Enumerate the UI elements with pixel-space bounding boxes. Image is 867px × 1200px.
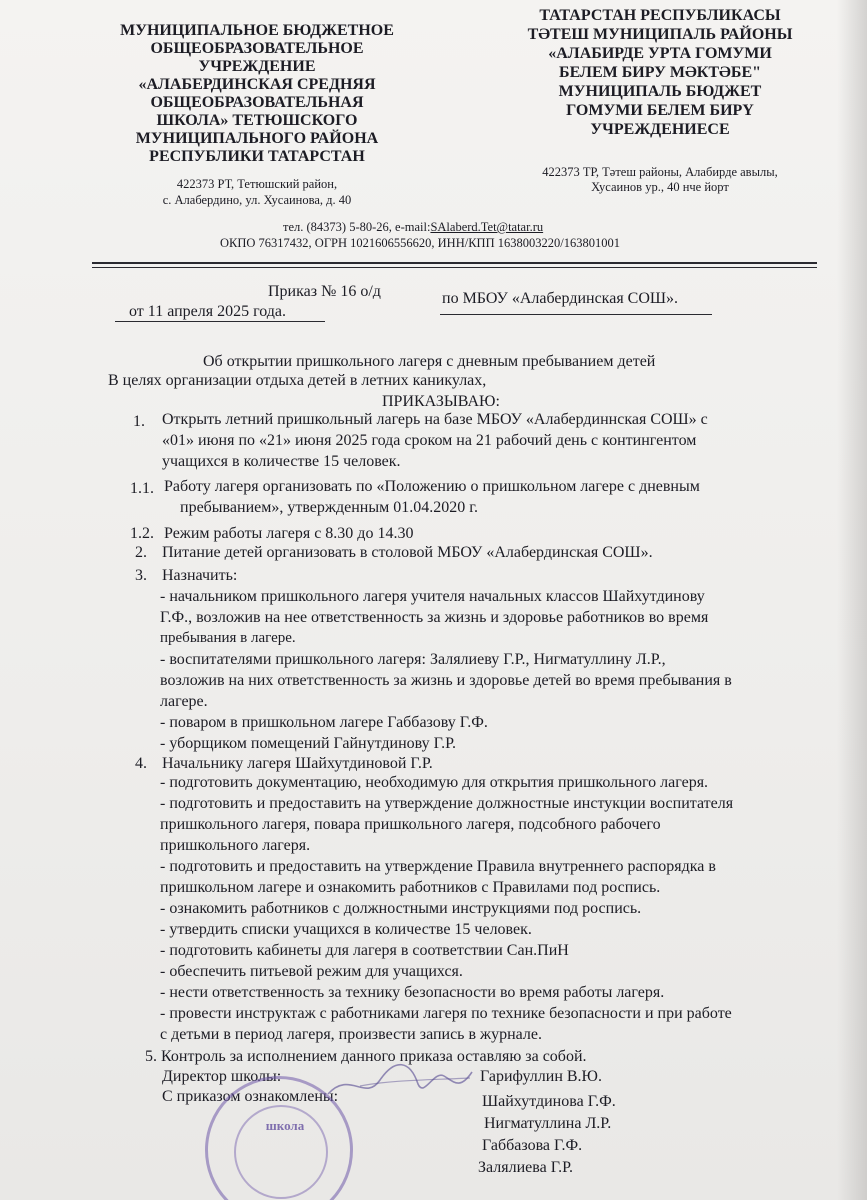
- item-line: - подготовить документацию, необходимую для открытия пришкольного лагеря.: [160, 774, 709, 791]
- item-line: Открыть летний пришкольный лагерь на базе МБОУ «Алабердиннская СОШ» с: [162, 411, 708, 428]
- page-shadow: [837, 0, 867, 1200]
- header-right-line: ГОМУМИ БЕЛЕМ БИРҮ: [566, 102, 754, 119]
- contacts-line: [283, 220, 543, 235]
- item-line: пришкольного лагеря.: [160, 837, 311, 854]
- item-number: 2.: [135, 544, 147, 561]
- address-line: 422373 ТР, Тәтеш районы, Алабирде авылы,: [542, 165, 778, 179]
- header-left-line: МУНИЦИПАЛЬНОЕ БЮДЖЕТНОЕ: [120, 22, 394, 39]
- intro-text: В целях организации отдыха детей в летних каникулах,: [108, 372, 487, 389]
- header-left-line: РЕСПУБЛИКИ ТАТАРСТАН: [149, 148, 365, 165]
- order-number: Приказ № 16 о/д: [268, 283, 381, 300]
- phone-text: тел. (84373) 5-80-26, e-mail:: [283, 220, 431, 234]
- item-line: - подготовить и предоставить на утверждение Правила внутреннего распорядка в: [160, 858, 716, 875]
- order-date: от 11 апреля 2025 года.: [115, 303, 325, 322]
- item-line: Г.Ф., возложив на нее ответственность за жизнь и здоровье работников во время: [160, 609, 709, 626]
- item-line: пребыванием», утвержденным 01.04.2020 г.: [180, 499, 478, 516]
- item-1-2: Режим работы лагеря с 8.30 до 14.30: [164, 525, 414, 542]
- document-title: Об открытии пришкольного лагеря с дневным пребыванием детей: [203, 353, 656, 370]
- acquainted-name: Нигматуллина Л.Р.: [484, 1115, 612, 1132]
- header-divider: [92, 262, 817, 264]
- item-line: пришкольном лагере и ознакомить работников с Правилами под роспись.: [160, 879, 661, 896]
- header-right-line: БЕЛЕМ БИРУ МӘКТӘБЕ": [558, 64, 762, 81]
- item-number: 1.2.: [130, 525, 154, 542]
- acquainted-name: Габбазова Г.Ф.: [482, 1137, 583, 1154]
- acquainted-name: Шайхутдинова Г.Ф.: [482, 1093, 616, 1110]
- item-number: 3.: [135, 567, 147, 584]
- item-line: - провести инструктаж с работниками лагеря по технике безопасности и при работе: [160, 1005, 732, 1022]
- header-right-line: МУНИЦИПАЛЬ БЮДЖЕТ: [558, 83, 762, 100]
- item-5: 5. Контроль за исполнением данного приказа оставляю за собой.: [145, 1048, 587, 1065]
- order-organization: по МБОУ «Алабердинская СОШ».: [442, 290, 679, 307]
- item-line: Работу лагеря организовать по «Положению о пришкольном лагере с дневным: [164, 478, 700, 495]
- address-line: 422373 РТ, Тетюшский район,: [176, 177, 338, 191]
- item-2: Питание детей организовать в столовой МБОУ «Алабердинская СОШ».: [162, 544, 653, 561]
- item-line: - утвердить списки учащихся в количестве 15 человек.: [160, 921, 532, 938]
- item-line: - подготовить и предоставить на утверждение должностные инстукции воспитателя: [160, 795, 734, 812]
- email-link[interactable]: SAlaberd.Tet@tatar.ru: [430, 220, 544, 234]
- item-1-1: [164, 476, 824, 518]
- registration-codes: ОКПО 76317432, ОГРН 1021606556620, ИНН/КПП 1638003220/163801001: [220, 236, 620, 250]
- item-line: - поваром в пришкольном лагере Габбазову Г.Ф.: [160, 714, 488, 731]
- item-line: - начальником пришкольного лагеря учителя начальных классов Шайхутдинову: [160, 588, 705, 605]
- address-line: с. Алабердино, ул. Хусаинова, д. 40: [162, 193, 352, 207]
- stamp-word: школа: [265, 1118, 305, 1133]
- item-3: Назначить:: [162, 567, 238, 584]
- item-line: - подготовить кабинеты для лагеря в соответствии Сан.ПиН: [160, 942, 569, 959]
- item-4: Начальнику лагеря Шайхутдиновой Г.Р.: [162, 755, 433, 772]
- header-right-line: ТАТАРСТАН РЕСПУБЛИКАСЫ: [539, 7, 781, 24]
- header-left-line: ШКОЛА» ТЕТЮШСКОГО: [156, 112, 358, 129]
- director-signature: [320, 1050, 480, 1110]
- item-number: 1.: [133, 413, 145, 430]
- header-right-line: УЧРЕЖДЕНИЕСЕ: [590, 121, 730, 138]
- item-3-details: [160, 586, 830, 754]
- item-line: учащихся в количестве 15 человек.: [162, 453, 401, 470]
- header-right-line: ТӘТЕШ МУНИЦИПАЛЬ РАЙОНЫ: [527, 26, 793, 43]
- item-line: возложив на них ответственность за жизнь и здоровье детей во время пребывания в: [160, 672, 732, 689]
- item-number: 1.1.: [130, 480, 154, 497]
- item-line: - воспитателями пришкольного лагеря: Залялиеву Г.Р., Нигматуллину Л.Р.,: [160, 651, 666, 668]
- header-left-line: МУНИЦИПАЛЬНОГО РАЙОНА: [135, 130, 379, 147]
- header-left-line: ОБЩЕОБРАЗОВАТЕЛЬНАЯ: [150, 94, 364, 111]
- header-left-line: УЧРЕЖДЕНИЕ: [198, 58, 316, 75]
- item-line: - нести ответственность за технику безопасности во время работы лагеря.: [160, 984, 665, 1001]
- address-line: Хусаинов ур., 40 нче йорт: [591, 180, 729, 194]
- item-4-details: [160, 772, 840, 1045]
- item-number: 4.: [135, 755, 147, 772]
- header-divider-thin: [92, 267, 817, 268]
- acquainted-name: Залялиева Г.Р.: [478, 1159, 574, 1176]
- item-line: с детьми в период лагеря, произвести запись в журнале.: [160, 1026, 542, 1043]
- header-left-address: [92, 176, 422, 208]
- item-1: [162, 409, 822, 472]
- director-label: Директор школы:: [162, 1068, 282, 1085]
- header-left-line: ОБЩЕОБРАЗОВАТЕЛЬНОЕ: [150, 40, 364, 57]
- header-right-address: [500, 165, 820, 195]
- item-line: пребывания в лагере.: [160, 630, 296, 646]
- stamp-text: [252, 1119, 318, 1133]
- director-name: Гарифуллин В.Ю.: [480, 1068, 602, 1085]
- header-right-line: «АЛАБИРДЕ УРТА ГОМУМИ: [548, 45, 772, 62]
- header-right: [500, 6, 820, 195]
- item-line: пришкольного лагеря, повара пришкольного лагеря, подсобного рабочего: [160, 816, 661, 833]
- header-left-line: «АЛАБЕРДИНСКАЯ СРЕДНЯЯ: [138, 76, 376, 93]
- header-left: [92, 22, 422, 208]
- decree-heading: ПРИКАЗЫВАЮ:: [382, 393, 500, 410]
- item-line: - уборщиком помещений Гайнутдинову Г.Р.: [160, 735, 456, 752]
- item-line: лагере.: [160, 693, 208, 710]
- acquainted-label: С приказом ознакомлены:: [162, 1088, 339, 1105]
- item-line: «01» июня по «21» июня 2025 года сроком на 21 рабочий день с контингентом: [162, 432, 697, 449]
- item-line: - ознакомить работников с должностными инструкциями под роспись.: [160, 900, 642, 917]
- item-line: - обеспечить питьевой режим для учащихся.: [160, 963, 463, 980]
- organization-underline: [440, 314, 712, 315]
